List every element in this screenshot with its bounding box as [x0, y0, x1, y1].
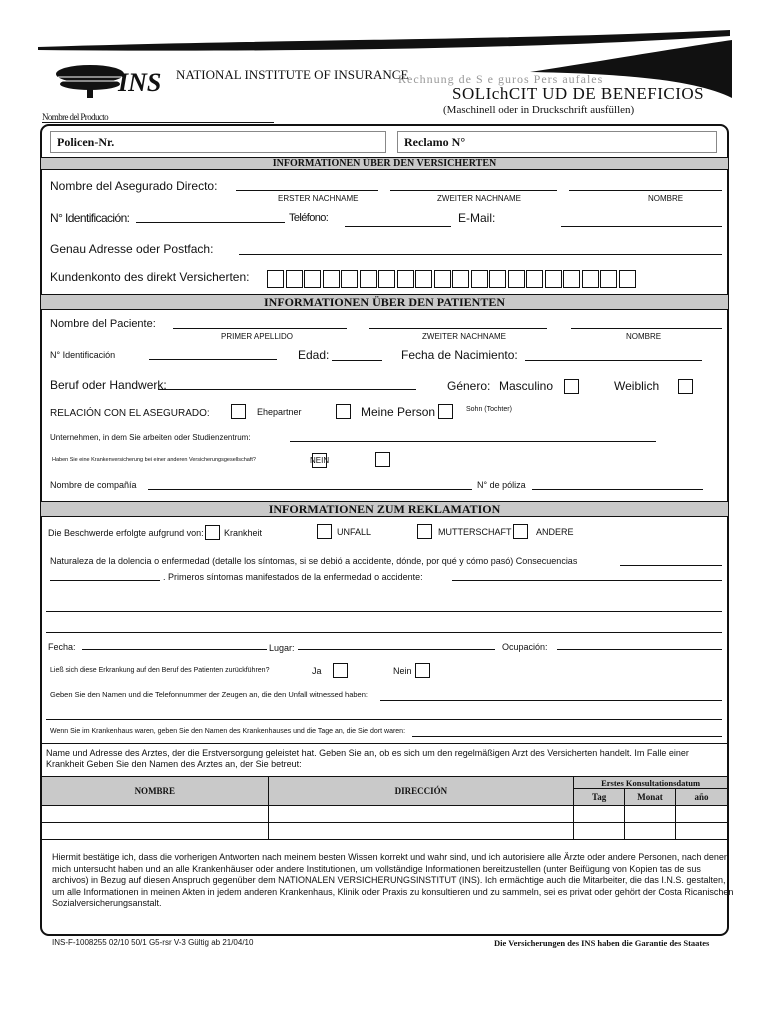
doctor-divider [41, 743, 728, 744]
patient-id-label: N° Identificación [50, 350, 116, 360]
spouse-checkbox[interactable] [231, 404, 246, 419]
table-row[interactable] [42, 806, 728, 823]
maternity-checkbox[interactable] [417, 524, 432, 539]
spouse-label: Ehepartner [257, 407, 302, 417]
doctor-text: Name und Adresse des Arztes, der die Erstversorgung geleistet hat. Geben Sie an, ob es sich um den regelmäßigen Arzt des Versicherten handelt. Im Falle einer Krankheit Geben Sie den Namen des Arztes an, der Sie betreut: [46, 748, 689, 769]
patient-givenname-caption: NOMBRE [626, 332, 662, 341]
accident-checkbox[interactable] [317, 524, 332, 539]
company-label: Nombre de compañía [50, 480, 137, 490]
witness-line[interactable] [380, 700, 722, 701]
nature-label: Naturaleza de la dolencia o enfermedad (detalle los síntomas, si se debió a accidente, dónde, por qué y cómo pasó) Consecuencias [50, 556, 578, 566]
employer-label: Unternehmen, in dem Sie arbeiten oder Studienzentrum: [50, 433, 251, 442]
org-name: NATIONAL INSTITUTE OF INSURANCE [176, 67, 409, 82]
female-checkbox[interactable] [678, 379, 693, 394]
claim-section-title: INFORMATIONEN ZUM REKLAMATION [268, 502, 501, 516]
female-label: Weiblich [614, 379, 660, 393]
work-related-yes-label: Ja [312, 666, 322, 676]
other-insurance-no-label: NEIN [310, 456, 330, 465]
nature-line[interactable] [620, 565, 722, 566]
gender-label: Género: [447, 379, 491, 393]
insured-id-line[interactable] [136, 222, 285, 223]
doctor-table [41, 776, 728, 840]
logo-text: INS [118, 68, 162, 97]
other-cause-label: ANDERE [536, 527, 574, 537]
other-insurance-label: Haben Sie eine Krankenversicherung bei einer anderen Versicherungsgesellschaft? [52, 457, 256, 463]
col-consult-header: Erstes Konsultationsdatum [574, 777, 728, 789]
col-address-header: DIRECCIÓN [268, 777, 574, 806]
illness-label: Krankheit [224, 528, 263, 538]
work-related-no-label: Nein [393, 666, 412, 676]
insured-id-label: N° Identificación: [50, 211, 130, 225]
account-digit-boxes[interactable] [267, 270, 637, 288]
product-line [42, 122, 274, 123]
patient-surname2-caption: ZWEITER NACHNAME [422, 332, 506, 341]
policy-number-field[interactable] [50, 131, 386, 153]
company-line[interactable] [148, 489, 472, 490]
insured-phone-label: Teléfono: [289, 212, 329, 224]
patient-surname1-line[interactable] [173, 328, 347, 329]
policy-no-label: N° de póliza [477, 480, 526, 490]
place-label: Lugar: [269, 643, 295, 653]
patient-id-line[interactable] [149, 359, 277, 360]
child-checkbox[interactable] [438, 404, 453, 419]
ins-logo [52, 60, 164, 102]
place-line[interactable] [298, 649, 495, 650]
guarantee-text: Die Versicherungen des INS haben die Garantie des Staates [494, 938, 710, 948]
patient-surname2-line[interactable] [369, 328, 547, 329]
insured-section-header [41, 157, 728, 170]
maternity-label: MUTTERSCHAFT [438, 527, 512, 537]
accident-label: UNFALL [337, 527, 372, 537]
claim-number-field[interactable] [397, 131, 717, 153]
insured-givenname-line[interactable] [569, 190, 722, 191]
self-label: Meine Person [361, 405, 436, 419]
employer-line[interactable] [290, 441, 656, 442]
other-insurance-no-checkbox[interactable] [375, 452, 390, 467]
male-label: Masculino [499, 379, 554, 393]
insured-address-label: Genau Adresse oder Postfach: [50, 242, 214, 256]
witness-label: Geben Sie den Namen und die Telefonnummer der Zeugen an, die den Unfall witnessed haben: [50, 690, 368, 699]
illness-checkbox[interactable] [205, 525, 220, 540]
form-title: SOLIchCIT UD DE BENEFICIOS [452, 84, 705, 103]
symptoms-label: . Primeros síntomas manifestados de la enfermedad o accidente: [163, 572, 423, 582]
insured-section-title: INFORMATIONEN ÜBER DEN VERSICHERTEN [272, 158, 497, 169]
policy-label: Policen-Nr. [57, 135, 115, 149]
col-month-header: Monat [625, 789, 676, 806]
product-label: Nombre del Producto [42, 112, 109, 122]
symptoms-line[interactable] [452, 580, 722, 581]
date-label: Fecha: [48, 642, 76, 652]
col-day-header: Tag [574, 789, 625, 806]
patient-section-header [41, 294, 728, 310]
claim-section-header [41, 501, 728, 517]
child-label: Sohn (Tochter) [466, 406, 512, 413]
witness-line-2[interactable] [46, 719, 722, 720]
patient-birth-line[interactable] [525, 360, 702, 361]
form-subtitle: (Maschinell oder in Druckschrift ausfüllen) [443, 104, 635, 116]
hospital-line[interactable] [412, 736, 722, 737]
patient-givenname-line[interactable] [571, 328, 722, 329]
insured-surname1-caption: ERSTER NACHNAME [278, 194, 359, 203]
patient-age-line[interactable] [332, 360, 382, 361]
cause-label: Die Beschwerde erfolgte aufgrund von: [48, 528, 204, 538]
work-related-label: Ließ sich diese Erkrankung auf den Beruf des Patienten zurückführen? [50, 667, 270, 674]
male-checkbox[interactable] [564, 379, 579, 394]
declaration-text: Hiermit bestätige ich, dass die vorherigen Antworten nach meinem besten Wissen korrekt und wahr sind, und ich autorisiere alle Ärzte oder andere Personen, nach denen mich untersucht haben und an alle Krankenhäuser oder andere Institutionen, um vollständige Informationen bereitzustellen (unter Beifügung von Kopien tas de sus archivos) in Bezug auf diesen Anspruch gegenüber dem NATIONALEN VERSICHERUNGSINSTITUT (INS). Ich ermächtige auch die Mitarbeiter, die das I.N.S. gestalten, um alle Informationen in meinen Akten in jedem anderen Krankenhaus, Klinik oder Praxis zu konsultieren und zu sammeln, sei es privat oder gehört der Costa Ricanischen Sozialversicherungsanstalt. [52, 852, 734, 908]
insured-phone-line[interactable] [345, 226, 451, 227]
insured-surname2-line[interactable] [390, 190, 557, 191]
ghost-title: Rechnung de S e guros Pers aufales [398, 72, 604, 86]
claim-label: Reclamo N° [404, 135, 466, 149]
table-row[interactable] [42, 823, 728, 840]
insured-surname1-line[interactable] [236, 190, 378, 191]
hospital-label: Wenn Sie im Krankenhaus waren, geben Sie den Namen des Krankenhauses und die Tage an, die Sie dort waren: [50, 728, 406, 735]
col-name-header: NOMBRE [42, 777, 269, 806]
relation-label: RELACIÓN CON EL ASEGURADO: [50, 408, 210, 419]
policy-no-line[interactable] [532, 489, 703, 490]
insured-name-label: Nombre del Asegurado Directo: [50, 179, 218, 193]
details-line-1[interactable] [46, 611, 722, 612]
work-related-yes-checkbox[interactable] [333, 663, 348, 678]
patient-age-label: Edad: [298, 348, 330, 362]
patient-birth-label: Fecha de Nacimiento: [401, 348, 518, 362]
occupation-label: Ocupación: [502, 642, 548, 652]
work-related-no-checkbox[interactable] [415, 663, 430, 678]
form-code: INS-F-1008255 02/10 50/1 G5-rsr V-3 Gültig ab 21/04/10 [52, 938, 254, 947]
patient-name-label: Nombre del Paciente: [50, 318, 156, 330]
patient-job-label: Beruf oder Handwerk: [50, 378, 167, 392]
details-line-2[interactable] [46, 632, 722, 633]
consequences-line[interactable] [50, 580, 160, 581]
insured-givenname-caption: NOMBRE [648, 194, 684, 203]
patient-job-line[interactable] [158, 389, 416, 390]
patient-surname1-caption: PRIMER APELLIDO [221, 332, 294, 341]
occupation-line[interactable] [557, 649, 722, 650]
self-checkbox[interactable] [336, 404, 351, 419]
insured-address-line[interactable] [239, 254, 722, 255]
insured-surname2-caption: ZWEITER NACHNAME [437, 194, 521, 203]
insured-email-line[interactable] [561, 226, 722, 227]
col-year-header: año [676, 789, 728, 806]
insured-email-label: E-Mail: [458, 211, 496, 225]
other-cause-checkbox[interactable] [513, 524, 528, 539]
patient-section-title: INFORMATIONEN ÜBER DEN PATIENTEN [263, 295, 506, 309]
account-label: Kundenkonto des direkt Versicherten: [50, 270, 250, 284]
date-line[interactable] [82, 649, 267, 650]
